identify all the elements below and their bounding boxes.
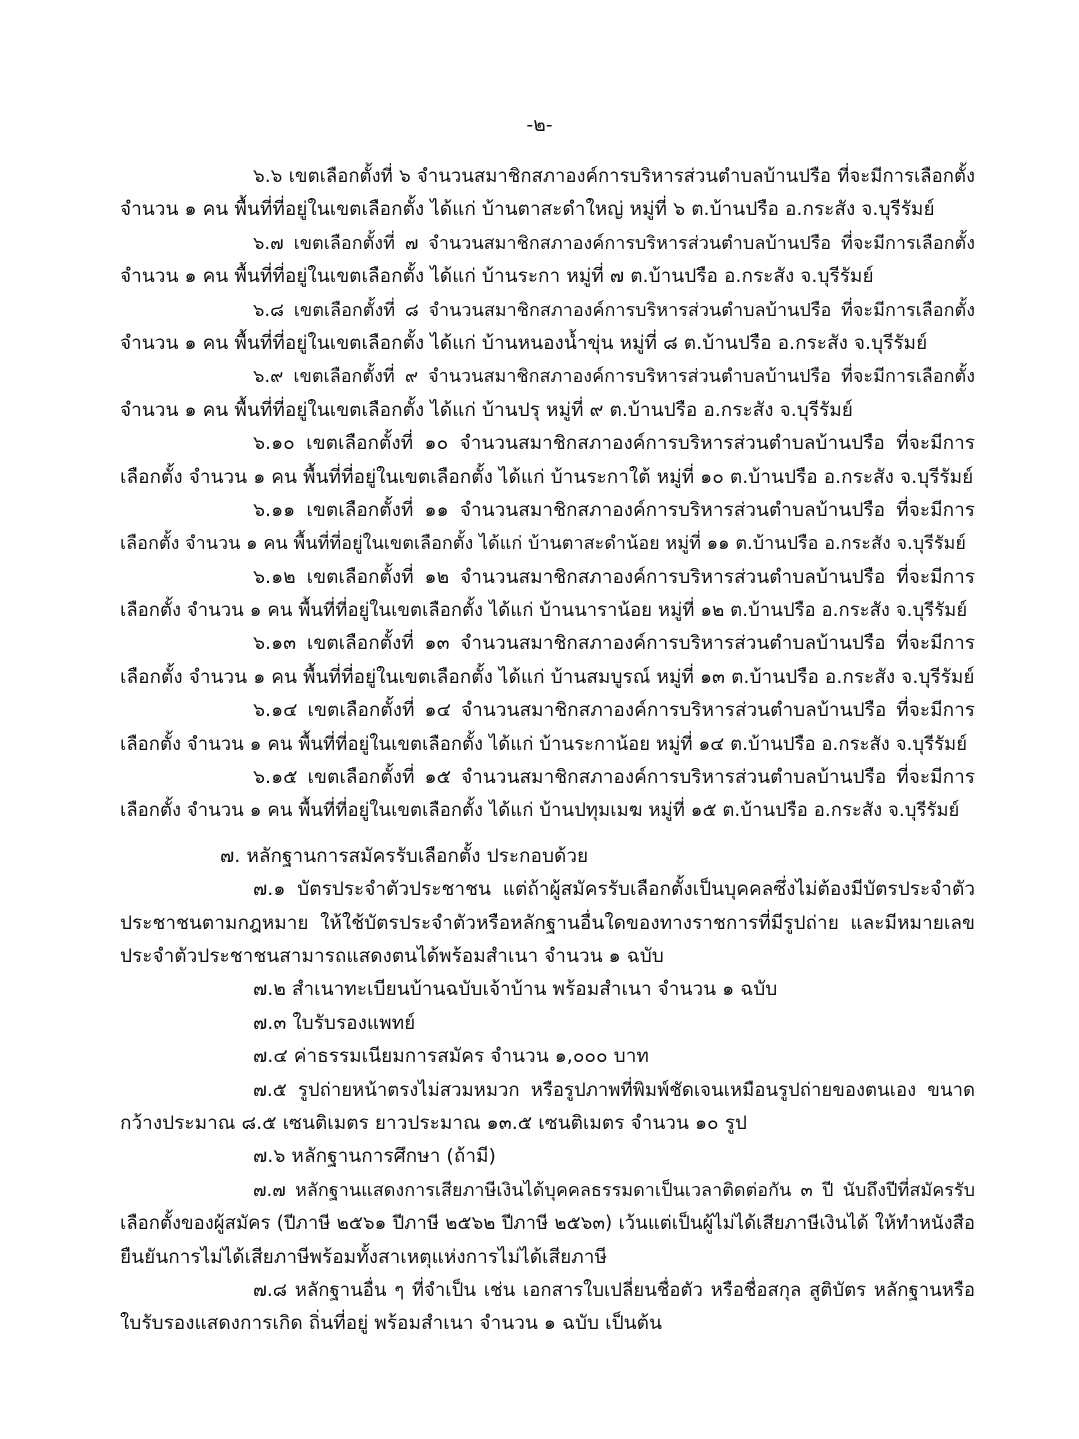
paragraph-line: เลือกตั้ง จำนวน ๑ คน พื้นที่ที่อยู่ในเขตเลือกตั้ง ได้แก่ บ้านระกาใต้ หมู่ที่ ๑๐ ต.บ้านปรือ อ.กระสัง จ.บุรีรัมย์: [120, 465, 974, 488]
page-number: -๒-: [526, 114, 553, 136]
district-paragraph-6-11: [120, 494, 975, 561]
section-7-item-1: [120, 873, 975, 973]
paragraph-line: ๖.๑๕ เขตเลือกตั้งที่ ๑๕ จำนวนสมาชิกสภาองค์การบริหารส่วนตำบลบ้านปรือ ที่จะมีการ: [253, 766, 975, 789]
document-body: [120, 160, 975, 1341]
district-paragraph-6-7: [120, 227, 975, 294]
district-paragraph-6-14: [120, 694, 975, 761]
district-paragraph-6-9: [120, 360, 975, 427]
paragraph-line: ๖.๘ เขตเลือกตั้งที่ ๘ จำนวนสมาชิกสภาองค์การบริหารส่วนตำบลบ้านปรือ ที่จะมีการเลือกตั้ง: [253, 299, 975, 321]
district-paragraph-6-6: [120, 160, 975, 227]
paragraph-line: กว้างประมาณ ๘.๕ เซนติเมตร ยาวประมาณ ๑๓.๕ เซนติเมตร จำนวน ๑๐ รูป: [120, 1111, 747, 1134]
section-7-item-4: ๗.๔ ค่าธรรมเนียมการสมัคร จำนวน ๑,๐๐๐ บาท: [253, 1045, 649, 1068]
section-7-item-2: ๗.๒ สำเนาทะเบียนบ้านฉบับเจ้าบ้าน พร้อมสำเนา จำนวน ๑ ฉบับ: [253, 978, 778, 1001]
paragraph-line: ใบรับรองแสดงการเกิด ถิ่นที่อยู่ พร้อมสำเนา จำนวน ๑ ฉบับ เป็นต้น: [120, 1312, 662, 1335]
section-7-item-5: [120, 1074, 975, 1141]
paragraph-line: ประจำตัวประชาชนสามารถแสดงตนได้พร้อมสำเนา จำนวน ๑ ฉบับ: [120, 944, 664, 967]
paragraph-line: เลือกตั้ง จำนวน ๑ คน พื้นที่ที่อยู่ในเขตเลือกตั้ง ได้แก่ บ้านตาสะดำน้อย หมู่ที่ ๑๑ ต.บ้านปรือ อ.กระสัง จ.บุรีรัมย์: [120, 533, 966, 555]
district-paragraph-6-13: [120, 627, 975, 694]
paragraph-line: จำนวน ๑ คน พื้นที่ที่อยู่ในเขตเลือกตั้ง ได้แก่ บ้านหนองน้ำขุ่น หมู่ที่ ๘ ต.บ้านปรือ อ.กระสัง จ.บุรีรัมย์: [120, 331, 928, 354]
paragraph-line: ๖.๙ เขตเลือกตั้งที่ ๙ จำนวนสมาชิกสภาองค์การบริหารส่วนตำบลบ้านปรือ ที่จะมีการเลือกตั้ง: [253, 366, 975, 388]
paragraph-line: ๗.๗ หลักฐานแสดงการเสียภาษีเงินได้บุคคลธรรมดาเป็นเวลาติดต่อกัน ๓ ปี นับถึงปีที่สมัครรับ: [253, 1179, 975, 1201]
section-7-item-8: [120, 1274, 975, 1341]
section-gap: [120, 828, 975, 840]
paragraph-line: ๖.๑๑ เขตเลือกตั้งที่ ๑๑ จำนวนสมาชิกสภาองค์การบริหารส่วนตำบลบ้านปรือ ที่จะมีการ: [253, 498, 975, 521]
section-7-item-6: ๗.๖ หลักฐานการศึกษา (ถ้ามี): [253, 1145, 496, 1168]
paragraph-line: ประชาชนตามกฎหมาย ให้ใช้บัตรประจำตัวหรือหลักฐานอื่นใดของทางราชการที่มีรูปถ่าย และมีหมายเลข: [120, 911, 975, 934]
paragraph-line: ๖.๑๐ เขตเลือกตั้งที่ ๑๐ จำนวนสมาชิกสภาองค์การบริหารส่วนตำบลบ้านปรือ ที่จะมีการ: [253, 432, 975, 455]
section-7-item-3: ๗.๓ ใบรับรองแพทย์: [253, 1011, 416, 1034]
paragraph-line: ๖.๑๓ เขตเลือกตั้งที่ ๑๓ จำนวนสมาชิกสภาองค์การบริหารส่วนตำบลบ้านปรือ ที่จะมีการ: [253, 632, 975, 655]
paragraph-line: ๖.๖ เขตเลือกตั้งที่ ๖ จำนวนสมาชิกสภาองค์การบริหารส่วนตำบลบ้านปรือ ที่จะมีการเลือกตั้ง: [253, 166, 975, 187]
section-7-item-7: [120, 1174, 975, 1274]
paragraph-line: เลือกตั้ง จำนวน ๑ คน พื้นที่ที่อยู่ในเขตเลือกตั้ง ได้แก่ บ้านนาราน้อย หมู่ที่ ๑๒ ต.บ้านปรือ อ.กระสัง จ.บุรีรัมย์: [120, 600, 968, 622]
paragraph-line: เลือกตั้ง จำนวน ๑ คน พื้นที่ที่อยู่ในเขตเลือกตั้ง ได้แก่ บ้านปทุมเมฆ หมู่ที่ ๑๕ ต.บ้านปรือ อ.กระสัง จ.บุรีรัมย์: [120, 800, 960, 822]
paragraph-line: เลือกตั้งของผู้สมัคร (ปีภาษี ๒๕๖๑ ปีภาษี ๒๕๖๒ ปีภาษี ๒๕๖๓) เว้นแต่เป็นผู้ไม่ได้เสียภาษีเงินได้ ให้ทำหนังสือ: [120, 1213, 975, 1235]
paragraph-line: ยืนยันการไม่ได้เสียภาษีพร้อมทั้งสาเหตุแห่งการไม่ได้เสียภาษี: [120, 1245, 607, 1268]
paragraph-line: ๖.๑๒ เขตเลือกตั้งที่ ๑๒ จำนวนสมาชิกสภาองค์การบริหารส่วนตำบลบ้านปรือ ที่จะมีการ: [253, 565, 975, 588]
district-paragraph-6-10: [120, 427, 975, 494]
paragraph-line: จำนวน ๑ คน พื้นที่ที่อยู่ในเขตเลือกตั้ง ได้แก่ บ้านตาสะดำใหญ่ หมู่ที่ ๖ ต.บ้านปรือ อ.กระสัง จ.บุรีรัมย์: [120, 198, 935, 221]
district-paragraph-6-8: [120, 294, 975, 361]
paragraph-line: เลือกตั้ง จำนวน ๑ คน พื้นที่ที่อยู่ในเขตเลือกตั้ง ได้แก่ บ้านสมบูรณ์ หมู่ที่ ๑๓ ต.บ้านปรือ อ.กระสัง จ.บุรีรัมย์: [120, 665, 975, 688]
paragraph-line: ๖.๑๔ เขตเลือกตั้งที่ ๑๔ จำนวนสมาชิกสภาองค์การบริหารส่วนตำบลบ้านปรือ ที่จะมีการ: [253, 699, 975, 722]
paragraph-line: ๖.๗ เขตเลือกตั้งที่ ๗ จำนวนสมาชิกสภาองค์การบริหารส่วนตำบลบ้านปรือ ที่จะมีการเลือกตั้ง: [253, 232, 975, 254]
paragraph-line: เลือกตั้ง จำนวน ๑ คน พื้นที่ที่อยู่ในเขตเลือกตั้ง ได้แก่ บ้านระกาน้อย หมู่ที่ ๑๔ ต.บ้านปรือ อ.กระสัง จ.บุรีรัมย์: [120, 733, 968, 755]
section-7-heading: ๗. หลักฐานการสมัครรับเลือกตั้ง ประกอบด้วย: [220, 844, 589, 867]
district-paragraph-6-12: [120, 561, 975, 628]
paragraph-line: จำนวน ๑ คน พื้นที่ที่อยู่ในเขตเลือกตั้ง ได้แก่ บ้านปรุ หมู่ที่ ๙ ต.บ้านปรือ อ.กระสัง จ.บุรีรัมย์: [120, 398, 853, 421]
paragraph-line: จำนวน ๑ คน พื้นที่ที่อยู่ในเขตเลือกตั้ง ได้แก่ บ้านระกา หมู่ที่ ๗ ต.บ้านปรือ อ.กระสัง จ.บุรีรัมย์: [120, 265, 874, 288]
paragraph-line: ๗.๘ หลักฐานอื่น ๆ ที่จำเป็น เช่น เอกสารใบเปลี่ยนชื่อตัว หรือชื่อสกุล สูติบัตร หลักฐานหรือ: [253, 1279, 975, 1301]
paragraph-line: ๗.๕ รูปถ่ายหน้าตรงไม่สวมหมวก หรือรูปภาพที่พิมพ์ชัดเจนเหมือนรูปถ่ายของตนเอง ขนาด: [253, 1079, 975, 1101]
district-paragraph-6-15: [120, 761, 975, 828]
paragraph-line: ๗.๑ บัตรประจำตัวประชาชน แต่ถ้าผู้สมัครรับเลือกตั้งเป็นบุคคลซึ่งไม่ต้องมีบัตรประจำตัว: [253, 878, 975, 901]
